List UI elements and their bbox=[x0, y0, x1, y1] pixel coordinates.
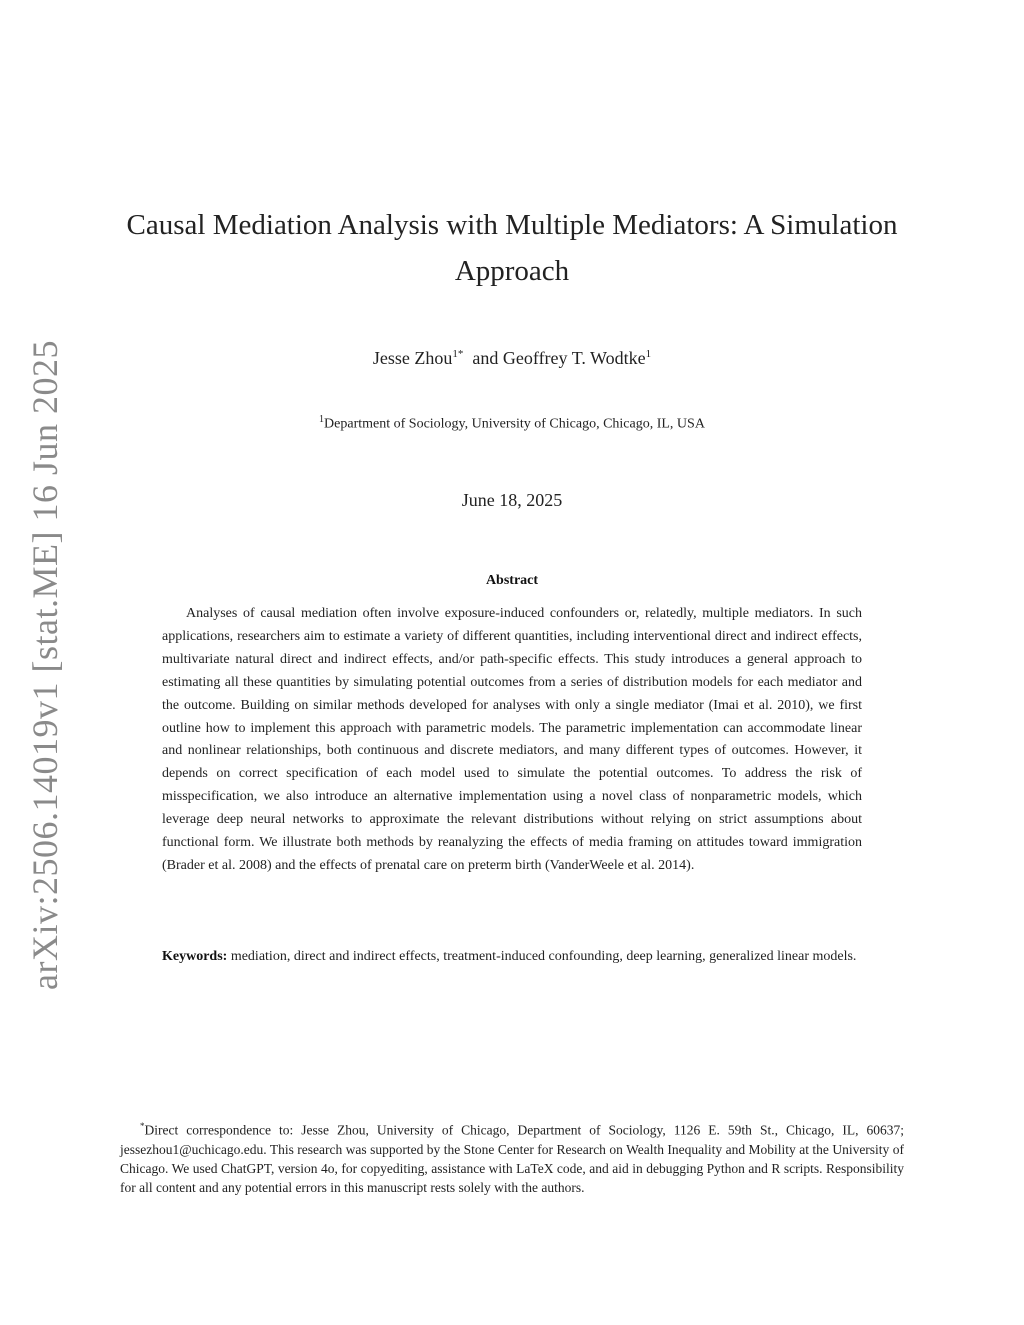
paper-title: Causal Mediation Analysis with Multiple Mediators: A Simulation Approach bbox=[126, 209, 898, 287]
keywords-label: Keywords: bbox=[162, 949, 228, 964]
correspondence-footnote bbox=[120, 1117, 904, 1197]
footnote-mark: * bbox=[140, 1121, 145, 1131]
arxiv-id-text: arXiv:2506.14019v1 [stat.ME] 16 Jun 2025 bbox=[25, 340, 66, 990]
author-connector: and bbox=[472, 348, 499, 368]
affiliation-text: Department of Sociology, University of Chicago, Chicago, IL, USA bbox=[324, 416, 705, 432]
keywords bbox=[162, 946, 862, 969]
abstract-text: Analyses of causal mediation often involve exposure-induced confounders or, relatedly, multiple mediators. In such applications, researchers aim to estimate a variety of different quantities, including interventional direct and indirect effects, multivariate natural direct and indirect effects, and/or path-specific effects. This study introduces a general approach to estimating all these quantities by simulating potential outcomes from a series of distribution models for each mediator and the outcome. Building on similar methods developed for analyses with only a single mediator (Imai et al. 2010), we first outline how to implement this approach with parametric models. The parametric implementation can accommodate linear and nonlinear relationships, both continuous and discrete mediators, and many different types of outcomes. However, it depends on correct specification of each model used to simulate the potential outcomes. To address the risk of misspecification, we also introduce an alternative implementation using a novel class of nonparametric models, which leverage deep neural networks to approximate the relevant distributions without relying on strict assumptions about functional form. We illustrate both methods by reanalyzing the effects of media framing on attitudes toward immigration (Brader et al. 2008) and the effects of prenatal care on preterm birth (VanderWeele et al. 2014). bbox=[162, 606, 862, 873]
footnote-text: Direct correspondence to: Jesse Zhou, University of Chicago, Department of Sociology, 1126 E. 59th St., Chicago, IL, 60637; jessezhou1@uchicago.edu. This research was supported by the Stone Center for Research on Wealth Inequality and Mobility at the University of Chicago. We used ChatGPT, version 4o, for copyediting, assistance with LaTeX code, and aid in debugging Python and R scripts. Responsibility for all content and any potential errors in this manuscript rests solely with the authors. bbox=[120, 1122, 904, 1195]
abstract-heading: Abstract bbox=[485, 573, 539, 588]
author-line bbox=[200, 348, 824, 369]
author-1: Jesse Zhou bbox=[372, 348, 453, 368]
author-2-marks: 1 bbox=[645, 348, 652, 360]
arxiv-side-identifier bbox=[25, 340, 66, 990]
keywords-text: mediation, direct and indirect effects, treatment-induced confounding, deep learning, generalized linear models. bbox=[230, 949, 857, 964]
author-1-marks: 1* bbox=[452, 348, 464, 360]
paper-date: June 18, 2025 bbox=[461, 490, 563, 510]
affiliation-mark: 1 bbox=[319, 414, 325, 425]
author-2: Geoffrey T. Wodtke bbox=[502, 348, 646, 368]
affiliation bbox=[150, 414, 874, 433]
